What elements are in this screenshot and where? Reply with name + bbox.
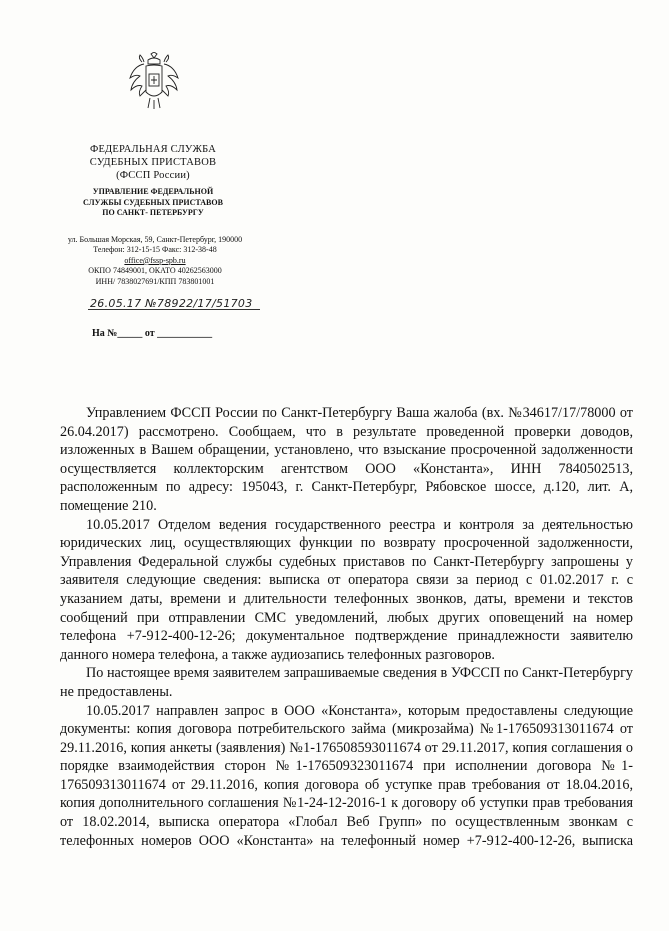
agency-line: СУДЕБНЫХ ПРИСТАВОВ [89,157,217,168]
reference-underline [88,309,260,310]
agency-name [78,143,228,182]
address: ул. Большая Морская, 59, Санкт-Петербург, 190000 [67,235,243,244]
outgoing-reference-handwritten: 26.05.17 №78922/17/51703 [90,297,253,310]
contact-block [60,235,250,287]
body-paragraph: 10.05.2017 направлен запрос в ООО «Константа», которым предоставлены следующие документы: копия договора потребительского займа (микрозайма) №1-176509313011674 от 29.11.2016, копия анкеты (заявления) №1-176508593011674 от 29.11.2017, копия соглашения о порядке взаимодействия сторон №1-176509323011674 при исполнении договора №1-176509313011674 от 29.11.2016, копия договора об уступке прав требования от 18.04.2016, копия дополнительного соглашения №1-24-12-2016-1 к договору об уступки прав требования от 18.02.2014, выписка оператора «Глобал Веб Групп» по осуществленным звонкам с телефонных номеров ООО «Константа» на телефонный номер +7-912-400-12-26, выписка [60,702,633,849]
department-name [78,187,228,219]
double-headed-eagle-emblem-icon [128,52,180,110]
department-line: СЛУЖБЫ СУДЕБНЫХ ПРИСТАВОВ [83,197,223,207]
department-line: УПРАВЛЕНИЕ ФЕДЕРАЛЬНОЙ [92,187,214,196]
letter-body [60,404,633,850]
body-paragraph: По настоящее время заявителем запрашиваемые сведения в УФССП по Санкт-Петербургу не предоставлены. [60,665,633,700]
agency-line: (ФССП России) [116,170,190,181]
reply-to-reference: На №_____ от ___________ [92,328,213,339]
body-paragraph: 10.05.2017 Отделом ведения государственного реестра и контроля за деятельностью юридических лиц, осуществляющих функции по возврату просроченной задолженности, Управления Федеральной службы судебных приставов по Санкт-Петербургу запрошены у заявителя следующие сведения: выписка от оператора связи за период с 01.02.2017 г. с указанием даты, времени и длительности телефонных звонков, даты, времени и текстов сообщений при отправлении СМС уведомлений, любых других оповещений на номер телефона +7-912-400-12-26; документальное подтверждение принадлежности заявителю данного номера телефона, а также аудиозапись телефонных разговоров. [60,516,633,663]
okpo-okato: ОКПО 74849001, ОКАТО 40262563000 [88,266,222,276]
department-line: ПО САНКТ- ПЕТЕРБУРГУ [102,208,204,217]
body-paragraph: Управлением ФССП России по Санкт-Петербургу Ваша жалоба (вх. №34617/17/78000 от 26.04.2017) рассмотрено. Сообщаем, что в результате проведенной проверки доводов, изложенных в Вашем обращении, установлено, что взыскание просроченной задолженности осуществляется коллекторским агентством ООО «Константа», ИНН 7840502513, расположенным по адресу: 195043, г. Санкт-Петербург, Рябовское шоссе, д.120, лит. А, помещение 210. [60,405,633,514]
inn-kpp: ИНН/ 7838027691/КПП 783801001 [95,276,215,286]
email-link[interactable]: office@fssp-spb.ru [124,255,186,265]
phone-fax: Телефон: 312-15-15 Факс: 312-38-48 [93,245,217,255]
agency-line: ФЕДЕРАЛЬНАЯ СЛУЖБА [89,144,217,155]
